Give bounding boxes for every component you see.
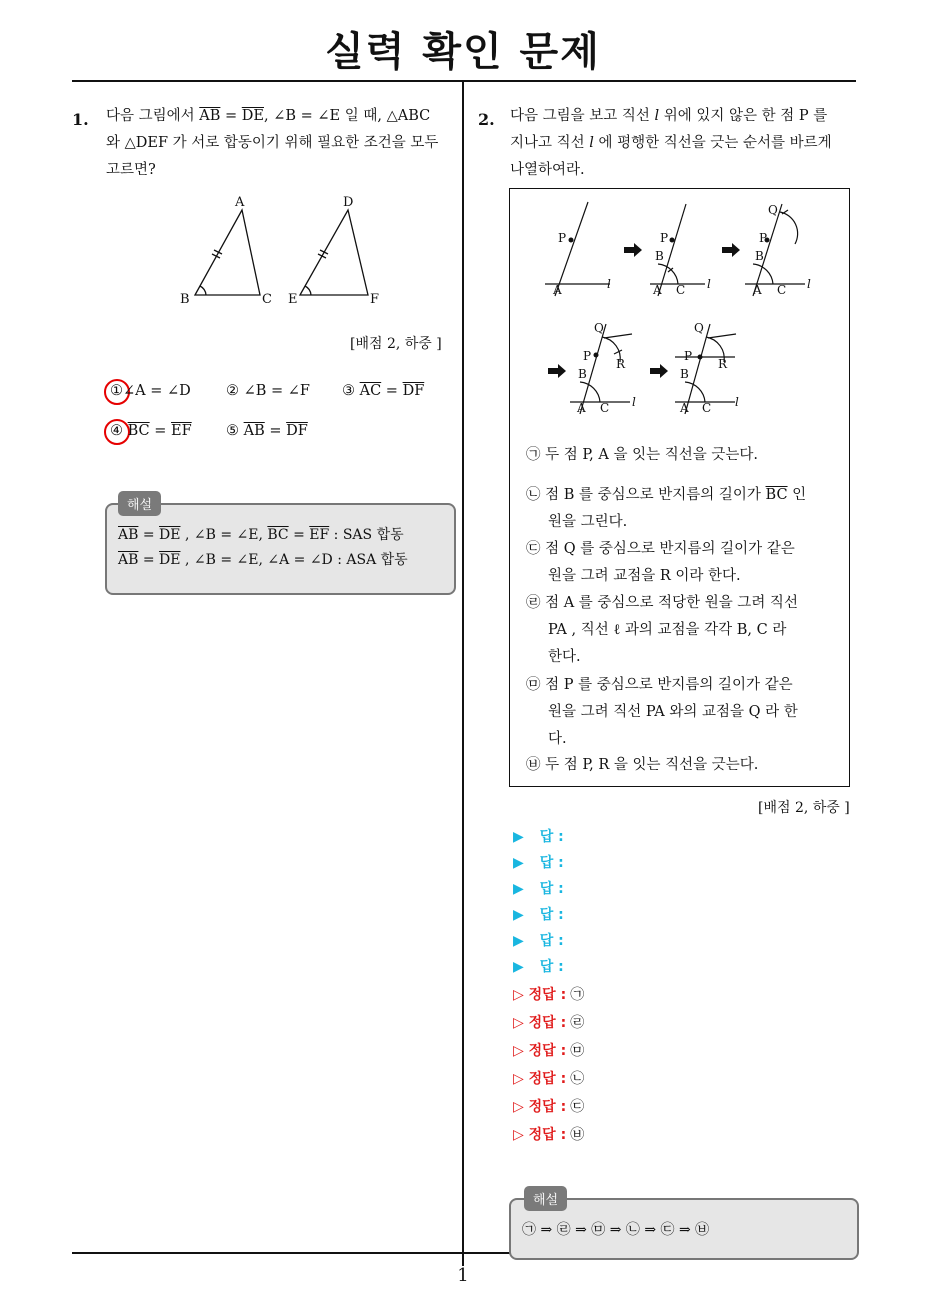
- correct-answer-row: ▷ 정답 : ㉥: [513, 1127, 585, 1143]
- choice-5[interactable]: ⑤ $\overline{AB} = \overline{DF}$: [226, 423, 308, 439]
- svg-text:R: R: [718, 357, 728, 371]
- svg-text:A: A: [577, 401, 586, 415]
- step-item: ㉠ 두 점 P, A 을 잇는 직선을 긋는다.: [526, 447, 758, 463]
- step-arrow-icon: [650, 364, 668, 378]
- svg-text:Q: Q: [594, 321, 604, 335]
- question-1-triangles-figure: [170, 188, 400, 313]
- step-item: ㉤ 점 P 를 중심으로 반지름의 길이가 같은 원을 그려 직선 PA 와의 교점을 Q 라 한 다.: [526, 677, 798, 747]
- svg-text:l: l: [632, 395, 636, 409]
- question-2-text: 다음 그림을 보고 직선 l 위에 있지 않은 한 점 P 를 지나고 직선 l 에 평행한 직선을 긋는 순서를 바르게 나열하여라.: [510, 108, 832, 178]
- choice-4[interactable]: ④ $\overline{BC} = \overline{EF}$: [110, 423, 192, 439]
- svg-text:A: A: [680, 401, 689, 415]
- header-rule: [72, 80, 856, 82]
- choice-3[interactable]: ③ $\overline{AC} = \overline{DF}$: [342, 383, 425, 399]
- step-arrow-icon: [548, 364, 566, 378]
- step-item: ㉡ 점 B 를 중심으로 반지름의 길이가 $\overline{BC}$ 인 원을 그린다.: [526, 487, 807, 530]
- label-d: D: [343, 195, 354, 210]
- correct-answer-row: ▷ 정답 : ㉤: [513, 1043, 585, 1059]
- correct-answer-row: ▷ 정답 : ㉠: [513, 987, 585, 1003]
- question-1-number: 1.: [72, 110, 89, 129]
- svg-text:C: C: [702, 401, 712, 415]
- answer-row[interactable]: ▶ 답 :: [513, 829, 564, 845]
- correct-answer-row: ▷ 정답 : ㉡: [513, 1071, 585, 1087]
- svg-text:B: B: [655, 249, 664, 263]
- label-c: C: [262, 292, 272, 307]
- page-number: 1: [457, 1265, 469, 1286]
- correct-answer-row: ▷ 정답 : ㉣: [513, 1015, 585, 1031]
- svg-text:C: C: [777, 283, 787, 297]
- svg-text:l: l: [607, 277, 611, 291]
- answer-row[interactable]: ▶ 답 :: [513, 959, 564, 975]
- correct-answer-row: ▷ 정답 : ㉢: [513, 1099, 585, 1115]
- question-1-explanation-text: $\overline{AB} = \overline{DE}$ , ∠B = ∠E, $\overline{BC} = \overline{EF}$ : SAS 합동 $\overline{AB} = \overline{DE}$ , ∠B = ∠E, ∠A = ∠D : ASA 합동: [118, 527, 408, 568]
- svg-text:l: l: [735, 395, 739, 409]
- step-arrow-icon: [624, 243, 642, 257]
- svg-text:Q: Q: [694, 321, 704, 335]
- label-f: F: [370, 292, 380, 307]
- label-b: B: [180, 292, 190, 307]
- triangle-abc: [195, 210, 260, 295]
- answer-row[interactable]: ▶ 답 :: [513, 881, 564, 897]
- answer-row[interactable]: ▶ 답 :: [513, 933, 564, 949]
- explanation-tag: 해설: [524, 1186, 567, 1211]
- svg-text:A: A: [553, 283, 562, 297]
- label-e: E: [288, 292, 298, 307]
- answer-row[interactable]: ▶ 답 :: [513, 855, 564, 871]
- svg-text:Q: Q: [768, 203, 778, 217]
- step-item: ㉥ 두 점 P, R 을 잇는 직선을 긋는다.: [526, 757, 759, 773]
- svg-text:B: B: [578, 367, 587, 381]
- svg-text:C: C: [600, 401, 610, 415]
- question-2-score: [배점 2, 하중 ]: [758, 800, 850, 816]
- question-2-explanation-text: ㉠ ⇒ ㉣ ⇒ ㉤ ⇒ ㉡ ⇒ ㉢ ⇒ ㉥: [522, 1222, 710, 1238]
- svg-text:P: P: [759, 231, 768, 245]
- svg-text:A: A: [753, 283, 762, 297]
- svg-text:P: P: [684, 349, 693, 363]
- svg-text:l: l: [707, 277, 711, 291]
- question-1-text: 다음 그림에서 $\overline{AB} = \overline{DE}$, ∠B = ∠E 일 때, △ABC 와 △DEF 가 서로 합동이기 위해 필요한 조건을 모두 고르면?: [106, 108, 439, 178]
- page-title: 실력 확인 문제: [325, 29, 601, 75]
- question-1-score: [배점 2, 하중 ]: [350, 336, 442, 352]
- step-item: ㉣ 점 A 를 중심으로 적당한 원을 그려 직선 PA , 직선 ℓ 과의 교점을 각각 B, C 라 한다.: [526, 595, 798, 665]
- svg-text:B: B: [680, 367, 689, 381]
- svg-text:A: A: [653, 283, 662, 297]
- explanation-tag: 해설: [118, 491, 161, 516]
- question-2-number: 2.: [478, 110, 495, 129]
- label-a: A: [235, 195, 245, 210]
- svg-text:R: R: [616, 357, 626, 371]
- svg-text:P: P: [558, 231, 567, 245]
- choice-2[interactable]: ② ∠B = ∠F: [226, 383, 310, 399]
- answer-row[interactable]: ▶ 답 :: [513, 907, 564, 923]
- triangle-def: [300, 210, 368, 295]
- column-divider: [462, 82, 464, 1266]
- construction-steps-figure: [510, 192, 845, 422]
- step-arrow-icon: [722, 243, 740, 257]
- svg-text:P: P: [583, 349, 592, 363]
- svg-text:P: P: [660, 231, 669, 245]
- svg-text:B: B: [755, 249, 764, 263]
- choice-1[interactable]: ①∠A = ∠D: [110, 383, 191, 399]
- step-item: ㉢ 점 Q 를 중심으로 반지름의 길이가 같은 원을 그려 교점을 R 이라 한다.: [526, 541, 795, 584]
- svg-text:l: l: [807, 277, 811, 291]
- svg-text:C: C: [676, 283, 686, 297]
